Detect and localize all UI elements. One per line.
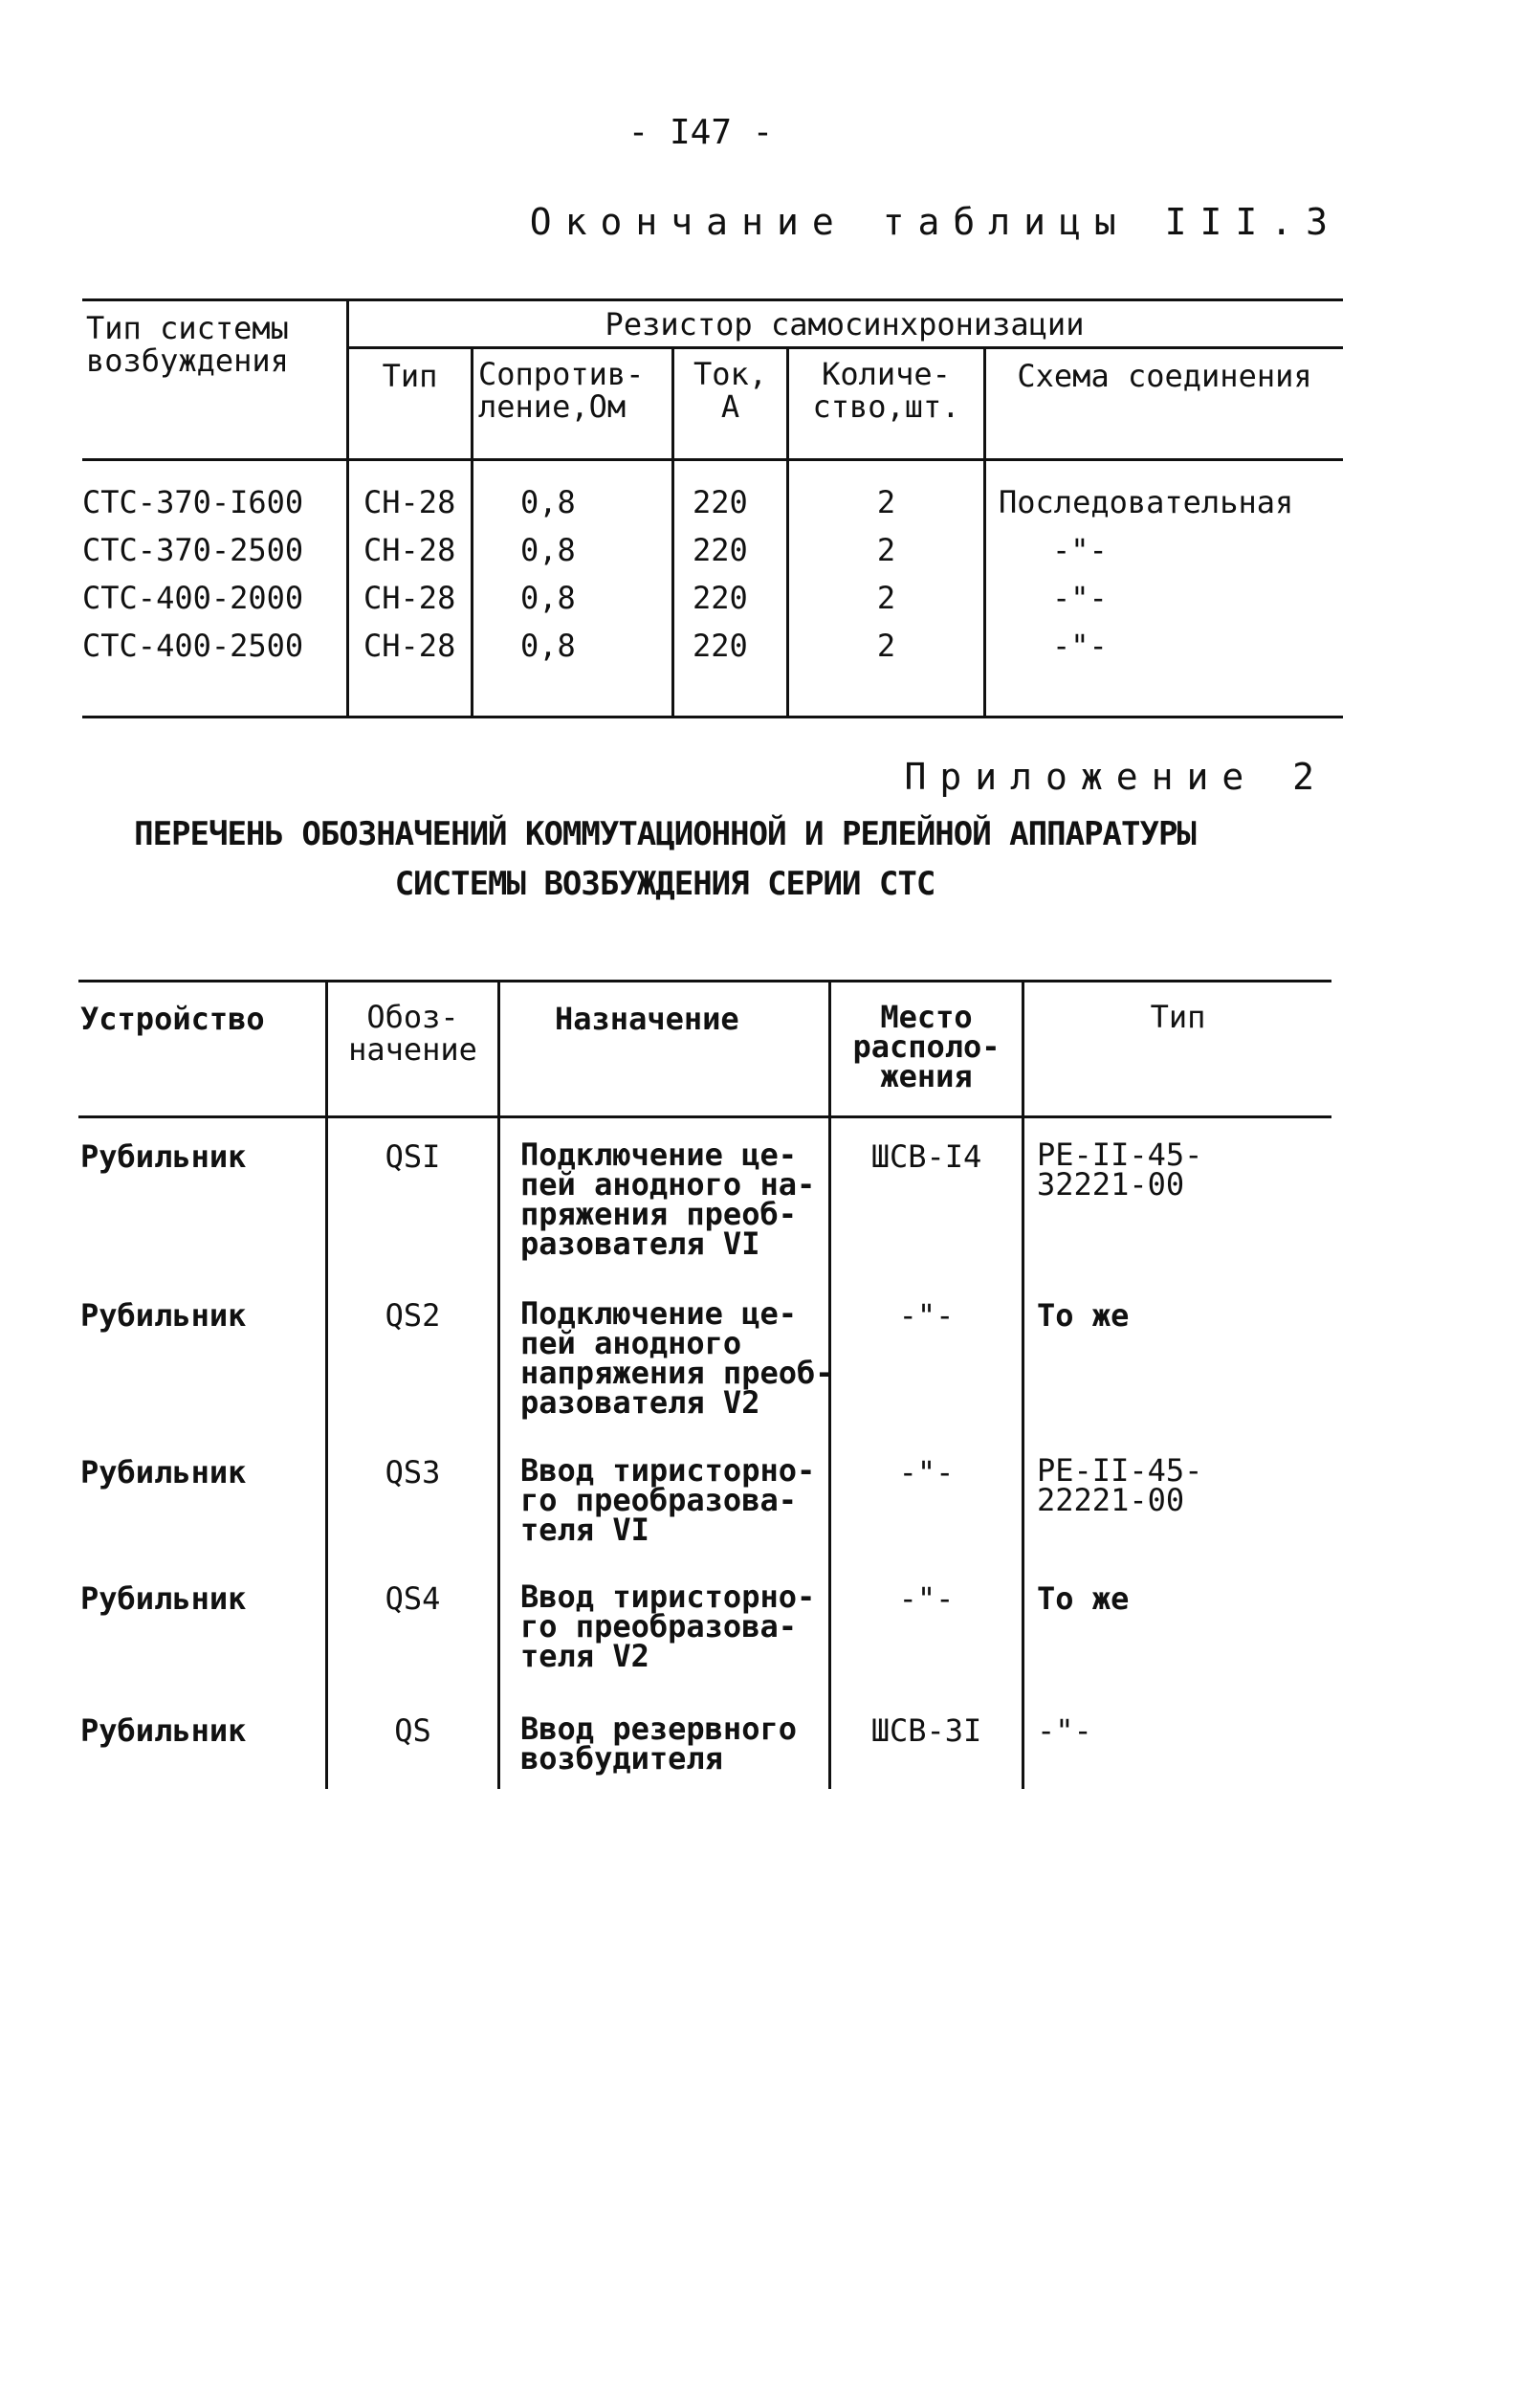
header-quantity: Количе- ство,шт. [812, 356, 960, 425]
cell-type: РЕ-II-45- 32221-00 [1037, 1137, 1203, 1203]
cell-device: Рубильник [80, 1138, 247, 1175]
cell-resistance: 0,8 [520, 628, 576, 664]
cell-system: СТС-400-2000 [82, 580, 304, 616]
header-scheme: Схема соединения [1017, 358, 1312, 394]
table2-col-rule [325, 980, 328, 1789]
cell-purpose: Подключение це- пей анодного напряжения преоб- разователя V2 [520, 1295, 834, 1421]
table1-top-rule [82, 298, 1343, 301]
cell-location: -"- [898, 1580, 955, 1617]
cell-current: 220 [693, 484, 748, 520]
cell-type: СН-28 [363, 532, 456, 568]
cell-quantity: 2 [876, 484, 896, 520]
cell-current: 220 [693, 628, 748, 664]
cell-system: СТС-400-2500 [82, 628, 304, 664]
cell-designation: QS [394, 1712, 431, 1749]
header-resistance: Сопротив- ление,Ом [478, 356, 645, 425]
table1-col-rule [983, 346, 986, 717]
header-device: Устройство [80, 1001, 265, 1037]
cell-scheme: Последовательная [999, 484, 1294, 520]
cell-type: СН-28 [363, 580, 456, 616]
header-designation: Обоз- начение [348, 999, 477, 1068]
page-number: - I47 - [627, 113, 774, 152]
cell-purpose: Ввод резервного возбудителя [520, 1711, 797, 1777]
header-resistor-group: Резистор самосинхронизации [605, 306, 1085, 342]
cell-location: ШСВ-3I [870, 1712, 982, 1749]
cell-resistance: 0,8 [520, 484, 576, 520]
cell-location: -"- [898, 1454, 955, 1490]
cell-quantity: 2 [876, 532, 896, 568]
cell-scheme: -"- [1052, 532, 1108, 568]
appendix-title-line1: ПЕРЕЧЕНЬ ОБОЗНАЧЕНИЙ КОММУТАЦИОННОЙ И РЕЛЕЙНОЙ АППАРАТУРЫ [134, 815, 1196, 853]
cell-scheme: -"- [1052, 628, 1108, 664]
cell-designation: QS3 [385, 1454, 441, 1490]
cell-device: Рубильник [80, 1580, 247, 1617]
table1-group-rule [346, 346, 1343, 349]
appendix-caption: Приложение 2 [904, 756, 1328, 798]
table2-col-rule [497, 980, 500, 1789]
cell-purpose: Подключение це- пей анодного на- пряжения преоб- разователя VI [520, 1137, 816, 1262]
resistor-table [82, 298, 1343, 717]
cell-current: 220 [693, 580, 748, 616]
header-current: Ток, А [693, 356, 768, 425]
table2-header-rule [78, 1115, 1331, 1118]
cell-current: 220 [693, 532, 748, 568]
cell-purpose: Ввод тиристорно- го преобразова- теля V2 [520, 1578, 816, 1674]
cell-quantity: 2 [876, 628, 896, 664]
header-type: Тип [382, 358, 438, 394]
table1-col-rule [471, 346, 473, 717]
table1-caption: Окончание таблицы III.3 [529, 201, 1341, 243]
cell-type: То же [1037, 1580, 1130, 1617]
table1-bottom-rule [82, 716, 1343, 718]
cell-device: Рубильник [80, 1712, 247, 1749]
header-system-type: Тип системы возбуждения [86, 310, 289, 379]
table2-top-rule [78, 980, 1331, 982]
cell-quantity: 2 [876, 580, 896, 616]
cell-system: СТС-370-I600 [82, 484, 304, 520]
cell-device: Рубильник [80, 1297, 247, 1334]
cell-location: ШСВ-I4 [870, 1138, 982, 1175]
cell-type: -"- [1037, 1712, 1092, 1749]
cell-resistance: 0,8 [520, 580, 576, 616]
cell-type: СН-28 [363, 484, 456, 520]
cell-designation: QS2 [385, 1297, 441, 1334]
cell-resistance: 0,8 [520, 532, 576, 568]
cell-location: -"- [898, 1297, 955, 1334]
cell-type: СН-28 [363, 628, 456, 664]
table2-col-rule [1022, 980, 1024, 1789]
cell-system: СТС-370-2500 [82, 532, 304, 568]
cell-type: РЕ-II-45- 22221-00 [1037, 1452, 1203, 1518]
cell-designation: QS4 [385, 1580, 441, 1617]
cell-scheme: -"- [1052, 580, 1108, 616]
header-purpose: Назначение [555, 1001, 739, 1037]
header-location: Место распол​о- жения [852, 999, 1001, 1094]
appendix-title-line2: СИСТЕМЫ ВОЗБУЖДЕНИЯ СЕРИИ СТС [394, 865, 935, 903]
table1-header-rule [82, 458, 1343, 461]
cell-purpose: Ввод тиристорно- го преобразова- теля VI [520, 1452, 816, 1548]
header-type: Тип [1150, 999, 1206, 1035]
cell-designation: QSI [385, 1138, 441, 1175]
cell-type: То же [1037, 1297, 1130, 1334]
cell-device: Рубильник [80, 1454, 247, 1490]
equipment-table [78, 980, 1331, 1789]
